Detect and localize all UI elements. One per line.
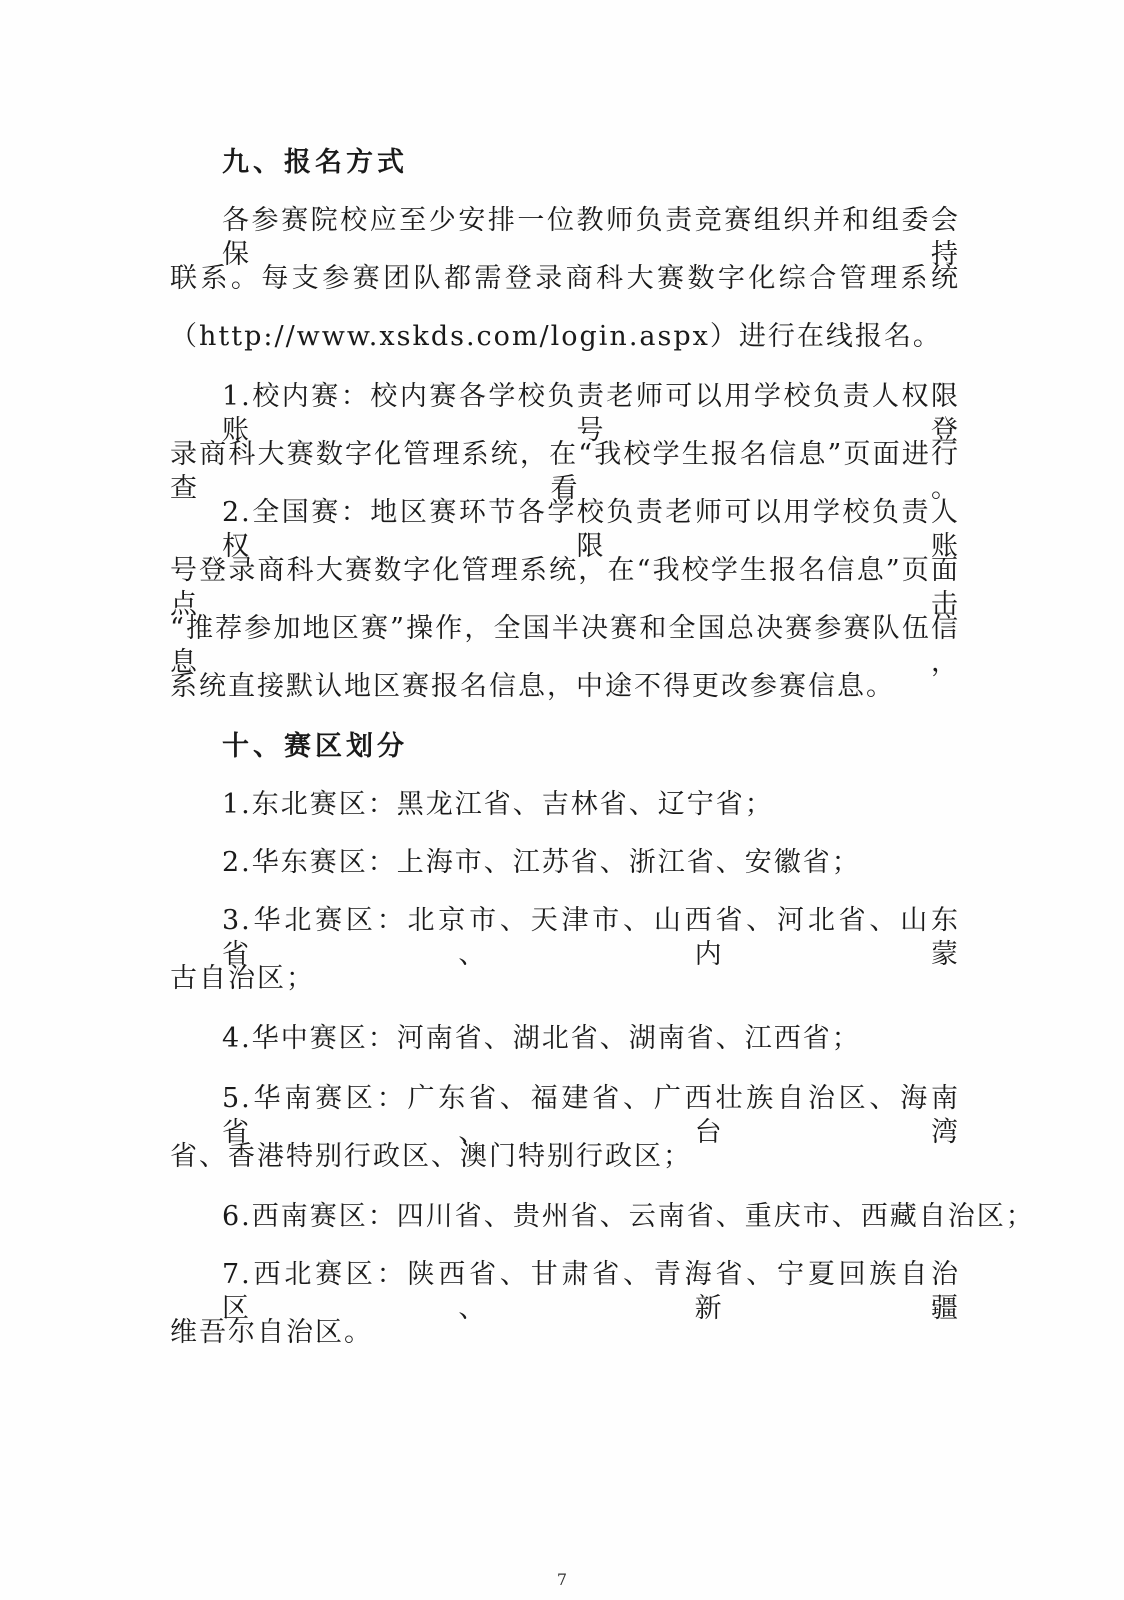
section-9-paragraph-1-line-1: 各参赛院校应至少安排一位教师负责竞赛组织并和组委会保持 xyxy=(222,205,960,270)
region-item-7-line-1: 7.西北赛区：陕西省、甘肃省、青海省、宁夏回族自治区、新疆 xyxy=(222,1259,960,1324)
region-item-3-line-1: 3.华北赛区：北京市、天津市、山西省、河北省、山东省、内蒙 xyxy=(222,905,960,970)
region-item-5-line-2: 省、香港特别行政区、澳门特别行政区； xyxy=(170,1141,692,1172)
section-9-paragraph-3-line-2: 号登录商科大赛数字化管理系统，在“我校学生报名信息”页面点击 xyxy=(170,555,960,620)
section-9-paragraph-3-line-3: “推荐参加地区赛”操作，全国半决赛和全国总决赛参赛队伍信息， xyxy=(170,613,960,678)
page-number: 7 xyxy=(556,1570,568,1589)
region-item-1: 1.东北赛区：黑龙江省、吉林省、辽宁省； xyxy=(222,789,774,820)
section-9-paragraph-2-line-2: 录商科大赛数字化管理系统，在“我校学生报名信息”页面进行查看。 xyxy=(170,439,960,504)
region-item-2: 2.华东赛区：上海市、江苏省、浙江省、安徽省； xyxy=(222,847,861,878)
section-9-paragraph-3-line-1: 2.全国赛：地区赛环节各学校负责老师可以用学校负责人权限账 xyxy=(222,497,960,562)
section-9-heading: 九、报名方式 xyxy=(222,147,408,178)
region-item-6: 6.西南赛区：四川省、贵州省、云南省、重庆市、西藏自治区； xyxy=(222,1201,1035,1232)
section-9-paragraph-2-line-1: 1.校内赛：校内赛各学校负责老师可以用学校负责人权限账号登 xyxy=(222,381,960,446)
section-9-paragraph-3-line-4: 系统直接默认地区赛报名信息，中途不得更改参赛信息。 xyxy=(170,671,895,702)
region-item-5-line-1: 5.华南赛区：广东省、福建省、广西壮族自治区、海南省、台湾 xyxy=(222,1083,960,1148)
section-10-heading: 十、赛区划分 xyxy=(222,731,408,762)
region-item-7-line-2: 维吾尔自治区。 xyxy=(170,1317,373,1348)
region-item-4: 4.华中赛区：河南省、湖北省、湖南省、江西省； xyxy=(222,1023,861,1054)
section-9-paragraph-1-line-2: 联系。每支参赛团队都需登录商科大赛数字化综合管理系统 xyxy=(170,263,960,294)
section-9-paragraph-1-line-3: （http://www.xskds.com/login.aspx）进行在线报名。 xyxy=(170,321,942,352)
region-item-3-line-2: 古自治区； xyxy=(170,963,315,994)
